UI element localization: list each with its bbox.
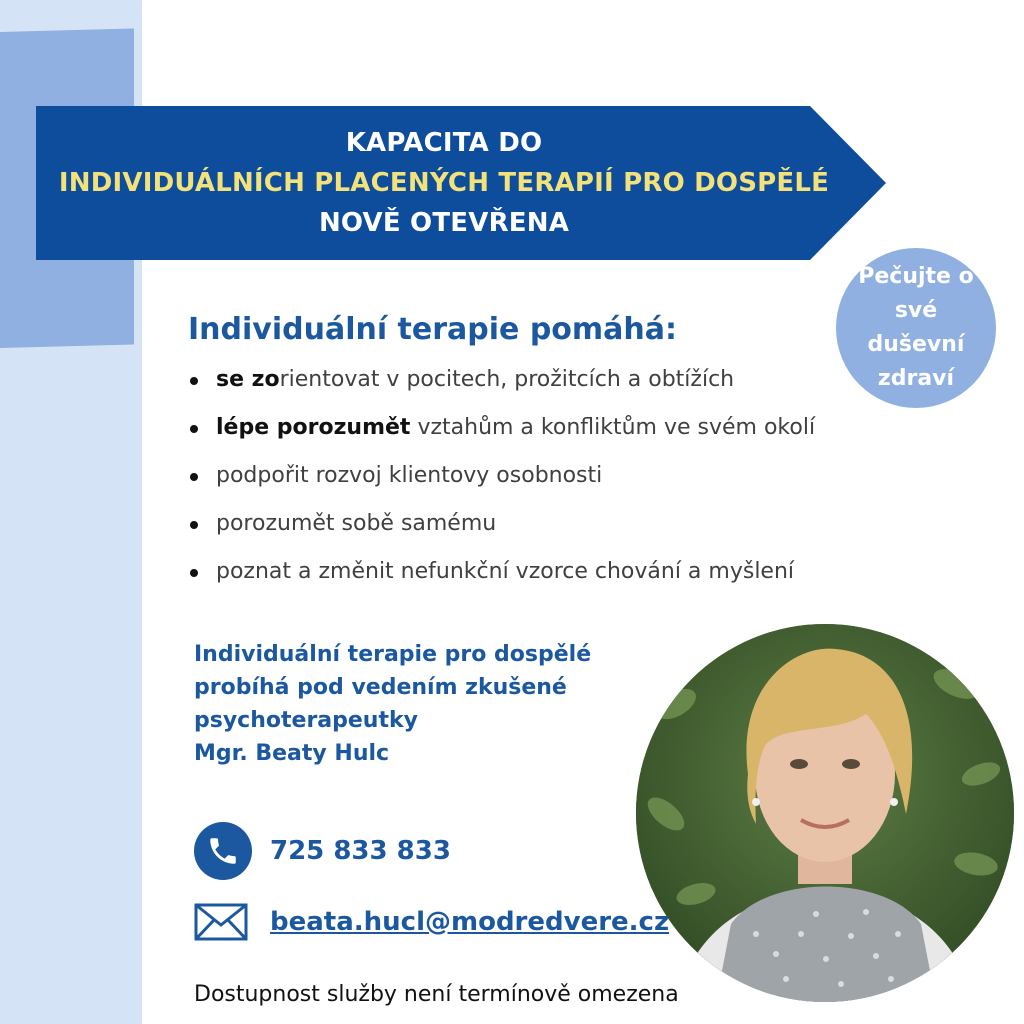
therapist-description	[194, 638, 591, 770]
availability-note: Dostupnost služby není termínově omezena	[194, 982, 679, 1007]
benefits-heading: Individuální terapie pomáhá:	[188, 312, 678, 347]
description-line-3: psychoterapeutky	[194, 708, 418, 733]
banner-line-3: NOVĚ OTEVŘENA	[318, 208, 570, 238]
description-line-4: Mgr. Beaty Hulc	[194, 741, 390, 766]
list-item: porozumět sobě samému	[190, 506, 815, 554]
description-line-1: Individuální terapie pro dospělé	[194, 642, 592, 667]
phone-number[interactable]: 725 833 833	[270, 836, 451, 866]
banner-line-1: KAPACITA DO	[345, 128, 543, 158]
email-link[interactable]: beata.hucl@modredvere.cz	[270, 907, 670, 937]
badge-line-2: své duševní	[867, 298, 965, 357]
email-contact[interactable]	[194, 900, 669, 944]
phone-contact[interactable]	[194, 822, 451, 880]
therapist-photo	[636, 624, 1014, 1002]
description-line-2: probíhá pod vedením zkušené	[194, 675, 567, 700]
bullet-icon	[190, 569, 198, 577]
envelope-icon	[194, 903, 248, 941]
bullet-icon	[190, 425, 198, 433]
care-badge	[836, 248, 996, 408]
list-item: lépe porozumět vztahům a konfliktům ve svém okolí	[190, 410, 815, 458]
list-item: poznat a změnit nefunkční vzorce chování a myšlení	[190, 554, 815, 602]
list-item: podpořit rozvoj klientovy osobnosti	[190, 458, 815, 506]
phone-icon	[194, 822, 252, 880]
badge-line-1: Pečujte o	[858, 264, 974, 289]
headline-banner	[36, 106, 886, 260]
benefits-list	[190, 362, 815, 602]
list-item: se zorientovat v pocitech, prožitcích a obtížích	[190, 362, 815, 410]
badge-line-3: zdraví	[877, 366, 955, 391]
bullet-icon	[190, 473, 198, 481]
banner-line-2: INDIVIDUÁLNÍCH PLACENÝCH TERAPIÍ PRO DOSPĚLÉ	[58, 168, 830, 198]
bullet-icon	[190, 521, 198, 529]
bullet-icon	[190, 377, 198, 385]
